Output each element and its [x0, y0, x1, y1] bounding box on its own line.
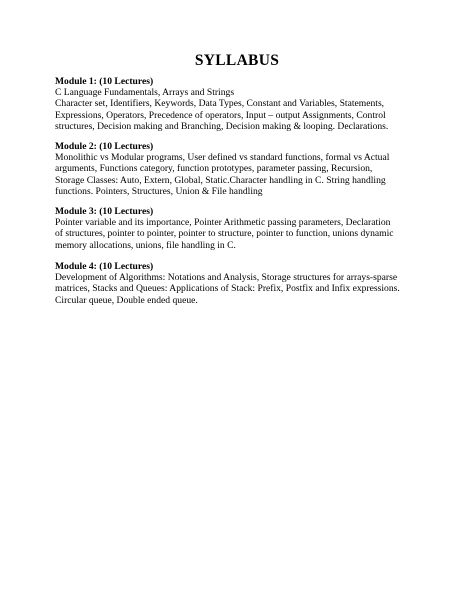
- module-2-section: [55, 141, 425, 197]
- module-3-section: [55, 206, 425, 251]
- module-4-heading: Module 4: (10 Lectures): [55, 261, 154, 272]
- module-1-line-4: structures, Decision making and Branching, Decision making & looping. Declarations.: [55, 120, 389, 132]
- module-3-line-1: Pointer variable and its importance, Pointer Arithmetic passing parameters, Declaration: [55, 217, 391, 229]
- module-4-section: [55, 261, 425, 306]
- module-1-section: [55, 76, 425, 132]
- module-3-line-2: of structures, pointer to pointer, pointer to structure, pointer to function, unions dynamic: [55, 228, 394, 240]
- module-1-heading: Module 1: (10 Lectures): [55, 76, 154, 87]
- module-2-line-4: functions. Pointers, Structures, Union & File handling: [55, 185, 263, 197]
- module-1-line-1: C Language Fundamentals, Arrays and Strings: [55, 87, 235, 99]
- module-2-heading: Module 2: (10 Lectures): [55, 141, 154, 152]
- module-2-line-2: arguments, Functions category, function prototypes, parameter passing, Recursion,: [55, 163, 373, 175]
- module-3-heading: Module 3: (10 Lectures): [55, 206, 154, 217]
- module-1-line-2: Character set, Identifiers, Keywords, Data Types, Constant and Variables, Statements,: [55, 98, 385, 110]
- module-4-line-3: Circular queue, Double ended queue.: [55, 294, 198, 306]
- module-1-line-3: Expressions, Operators, Precedence of operators, Input – output Assignments, Control: [55, 109, 386, 121]
- module-4-line-1: Development of Algorithms: Notations and Analysis, Storage structures for arrays-sparse: [55, 272, 398, 284]
- module-3-line-3: memory allocations, unions, file handling in C.: [55, 239, 236, 251]
- module-2-line-1: Monolithic vs Modular programs, User defined vs standard functions, formal vs Actual: [55, 152, 390, 164]
- page-title: SYLLABUS: [194, 52, 280, 69]
- module-4-line-2: matrices, Stacks and Queues: Applications of Stack: Prefix, Postfix and Infix expressions.: [55, 283, 400, 295]
- module-2-line-3: Storage Classes: Auto, Extern, Global, Static.Character handling in C. String handling: [55, 174, 386, 186]
